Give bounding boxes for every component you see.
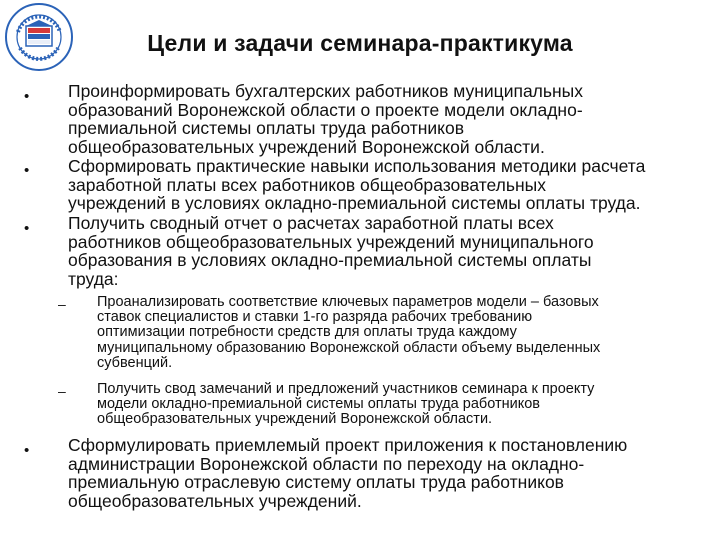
subbullet-item-2-line-3: общеобразовательных учреждений Воронежской области. [97, 411, 493, 428]
subbullet-marker: – [58, 296, 66, 312]
bullet-item-1 [68, 82, 708, 156]
bullet-marker: • [24, 88, 30, 105]
bullet-item-2-line-2: заработной платы всех работников общеобразовательных [68, 174, 546, 195]
bullet-item-2-line-1: Сформировать практические навыки использования методики расчета [68, 156, 646, 176]
subbullet-item-2-line-2: модели окладно-премиальной системы оплаты труда работников [97, 396, 540, 413]
bullet-item-4-line-1: Сформулировать приемлемый проект приложения к постановлению [68, 435, 628, 455]
bullet-item-3-line-3: образования в условиях окладно-премиальной системы оплаты [68, 250, 592, 271]
subbullet-item-1 [97, 295, 697, 371]
bullet-item-1-line-4: общеобразовательных учреждений Воронежской области. [68, 136, 545, 157]
subbullet-item-2 [97, 382, 697, 428]
bullet-marker: • [24, 162, 30, 179]
bullet-item-4 [68, 436, 708, 510]
subbullet-marker: – [58, 383, 66, 399]
bullet-item-2-line-3: учреждений в условиях окладно-премиальной системы оплаты труда. [68, 193, 641, 214]
subbullet-item-1-line-5: субвенций. [97, 354, 173, 371]
bullet-item-2 [68, 157, 708, 213]
bullet-marker: • [24, 442, 30, 459]
page-title: Цели и задачи семинара-практикума [147, 30, 573, 56]
subbullet-item-1-line-3: оптимизации потребности средств для оплаты труда каждому [97, 324, 517, 341]
bullet-item-1-line-1: Проинформировать бухгалтерских работников муниципальных [68, 81, 584, 101]
bullet-marker: • [24, 220, 30, 237]
subbullet-item-1-line-4: муниципальному образованию Воронежской области объему выделенных [97, 339, 601, 356]
bullet-item-1-line-3: премиальной системы оплаты труда работников [68, 118, 465, 139]
bullet-item-3 [68, 214, 708, 288]
subbullet-item-2-line-1: Получить свод замечаний и предложений участников семинара к проекту [97, 381, 595, 397]
bullet-item-4-line-4: общеобразовательных учреждений. [68, 490, 362, 511]
bullet-item-3-line-1: Получить сводный отчет о расчетах заработной платы всех [68, 213, 554, 233]
bullet-item-4-line-3: премиальную отраслевую систему оплаты труда работников [68, 472, 564, 493]
subbullet-item-1-line-2: ставок специалистов и ставки 1-го разряда рабочих требованию [97, 309, 533, 326]
bullet-item-3-line-2: работников общеобразовательных учреждений муниципального [68, 231, 594, 252]
bullet-item-1-line-2: образований Воронежской области о проекте модели окладно- [68, 99, 583, 120]
bullet-item-3-line-4: труда: [68, 268, 119, 289]
subbullet-item-1-line-1: Проанализировать соответствие ключевых параметров модели – базовых [97, 294, 599, 310]
bullet-item-4-line-2: администрации Воронежской области по переходу на окладно- [68, 453, 585, 474]
